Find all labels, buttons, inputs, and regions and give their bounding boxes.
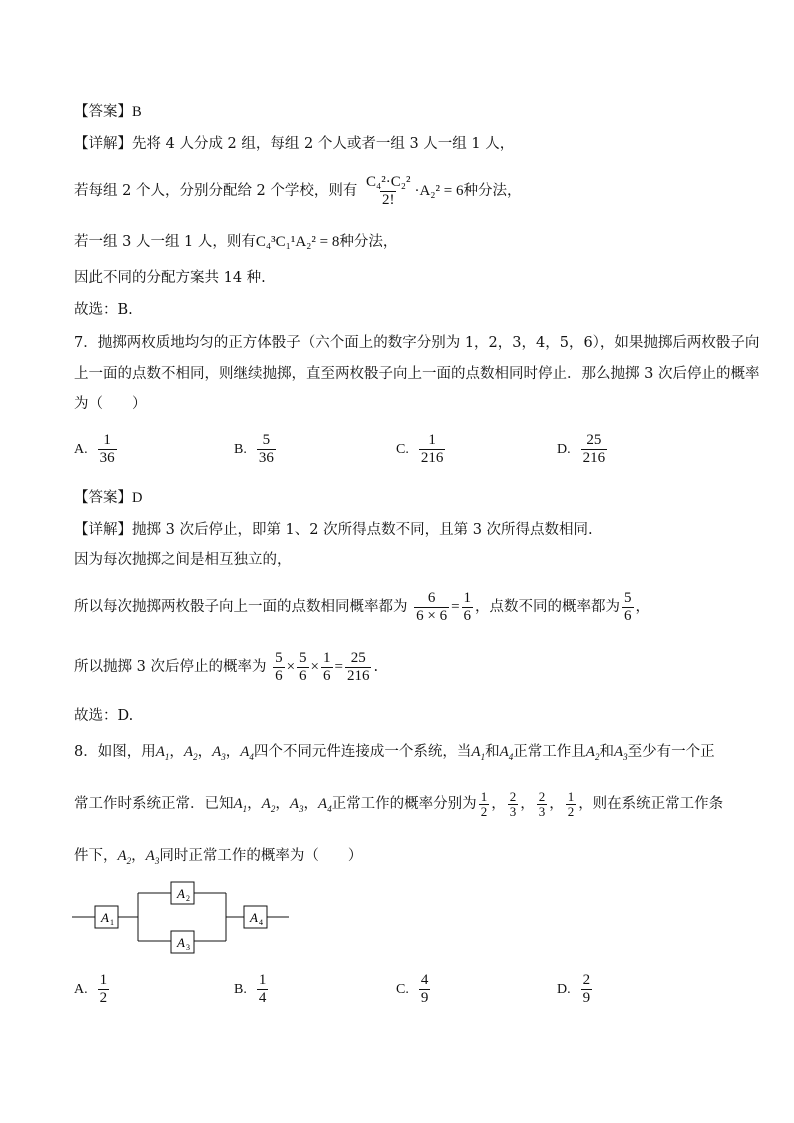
fraction-denominator: 6 (463, 607, 472, 624)
fraction-numerator: 6 (427, 589, 436, 606)
fraction-numerator: 5 (624, 589, 632, 606)
fraction-denominator: 216 (346, 667, 370, 684)
answer-label: 【答案】 (74, 490, 132, 506)
fraction-numerator: 1 (567, 788, 575, 804)
answer-label: 【答案】 (74, 104, 132, 120)
element-a2 (586, 744, 600, 760)
fraction-denominator: 6 (299, 667, 307, 684)
option-label: C. (396, 441, 409, 457)
option-label: C. (396, 981, 409, 997)
detail-text: 所以每次抛掷两枚骰子向上一面的点数相同概率都为 (74, 599, 408, 615)
element-letter: A (261, 796, 271, 812)
fraction-denominator: 216 (420, 450, 444, 466)
element-letter: A (212, 744, 222, 760)
detail-1-line-2 (74, 172, 521, 210)
comma: ， (549, 796, 564, 812)
element-a4 (318, 796, 332, 812)
question-8-line-1 (74, 742, 715, 767)
detail-text: 种分法， (463, 183, 522, 199)
fraction-denominator: 2 (567, 803, 575, 819)
option-fraction (98, 972, 110, 1007)
question-8-line-3 (74, 846, 362, 871)
element-index: 2 (193, 752, 198, 762)
element-a3 (146, 848, 160, 864)
comma: ， (225, 744, 241, 760)
comma: ， (131, 848, 146, 864)
detail-2-line-5: 故选：D. (74, 708, 134, 724)
fraction-denominator: 36 (99, 450, 115, 466)
comma: ， (303, 796, 319, 812)
fraction (414, 590, 449, 625)
fraction-numerator: 2 (582, 972, 591, 988)
element-a3 (290, 796, 304, 812)
fraction-numerator: 5 (275, 649, 283, 666)
fraction-denominator: 3 (538, 803, 546, 819)
detail-1-line-5: 故选：B. (74, 302, 133, 318)
fraction-denominator: 3 (509, 803, 517, 819)
fraction-denominator: 2 (99, 990, 108, 1006)
element-letter: A (240, 744, 250, 760)
question-text: 8．如图，用 (74, 744, 156, 760)
element-index: 1 (480, 752, 486, 762)
fraction-denominator: 4 (258, 990, 267, 1006)
fraction-numerator: C₄²·C₂² (366, 173, 411, 190)
fraction-denominator: 9 (582, 990, 591, 1006)
detail-2-line-2: 因为每次抛掷之间是相互独立的， (74, 552, 292, 568)
element-a3 (212, 744, 226, 760)
element-a1 (156, 744, 170, 760)
option-label: B. (234, 981, 247, 997)
detail-text: 若每组 2 个人，分别分配给 2 个学校，则有 (74, 183, 358, 199)
question-text: 正常工作的概率分别为 (331, 796, 477, 812)
element-letter: A (117, 848, 127, 864)
fraction-numerator: 1 (258, 972, 267, 988)
detail-text: 先将 4 人分成 2 组，每组 2 个人或者一组 3 人一组 1 人， (132, 136, 515, 152)
probability-fraction (566, 790, 577, 819)
element-index: 2 (270, 804, 276, 814)
question-7-line-3: 为（ ） (74, 396, 147, 412)
element-index: 1 (242, 804, 248, 814)
element-a2 (118, 848, 132, 864)
detail-label: 【详解】 (74, 136, 132, 152)
element-index: 2 (126, 856, 132, 866)
q7-option-a (74, 432, 119, 467)
probability-fraction (508, 790, 519, 819)
option-label: B. (234, 441, 247, 457)
element-a2 (262, 796, 276, 812)
detail-1-line-3 (74, 232, 397, 252)
detail-2-line-1 (74, 520, 593, 540)
element-letter: A (585, 744, 595, 760)
element-index: 2 (594, 752, 600, 762)
component-a4 (244, 906, 267, 928)
comma: ， (247, 796, 262, 812)
question-text: 同时正常工作的概率为（ ） (159, 848, 363, 864)
element-a4 (500, 744, 514, 760)
fraction (622, 590, 634, 625)
fraction-denominator: 6 (275, 667, 283, 684)
q8-option-d (557, 972, 594, 1007)
fraction (345, 650, 372, 685)
option-fraction (581, 432, 608, 467)
circuit-diagram (70, 876, 295, 962)
detail-label: 【详解】 (74, 522, 132, 538)
option-label: D. (557, 441, 571, 457)
detail-text: 种分法， (339, 234, 398, 250)
comma: ， (275, 796, 290, 812)
answer-line-2 (74, 488, 142, 508)
fraction-denominator: 6 (323, 667, 331, 684)
fraction-denominator: 36 (258, 450, 274, 466)
fraction-numerator: 1 (463, 589, 472, 606)
q8-option-b (234, 972, 270, 1007)
component-letter: A (250, 910, 258, 925)
math-expression: C₄³C₁¹A₂² = 8 (255, 234, 340, 250)
fraction-numerator: 2 (509, 788, 517, 804)
question-text: 和 (599, 744, 614, 760)
element-index: 3 (221, 752, 226, 762)
element-index: 4 (327, 804, 332, 814)
option-fraction (98, 432, 117, 467)
element-letter: A (155, 744, 165, 760)
fraction (297, 650, 309, 685)
times-sign: × (286, 659, 296, 675)
q7-option-c (396, 432, 447, 467)
answer-line-1 (74, 102, 142, 122)
fraction-numerator: 25 (586, 432, 602, 448)
detail-text: . (373, 659, 379, 675)
question-text: 常工作时系统正常．已知 (74, 796, 234, 812)
fraction (273, 650, 285, 685)
fraction-denominator: 216 (582, 450, 606, 466)
element-index: 3 (623, 752, 628, 762)
equals-sign: = (451, 599, 460, 615)
detail-1-line-1 (74, 134, 514, 154)
element-letter: A (183, 744, 194, 760)
option-fraction (581, 972, 593, 1007)
fraction-numerator: 5 (299, 649, 307, 666)
element-index: 4 (508, 752, 514, 762)
probability-fraction (537, 790, 548, 819)
element-a3 (614, 744, 628, 760)
element-letter: A (499, 744, 509, 760)
element-a1 (471, 744, 485, 760)
fraction-numerator: 1 (323, 649, 331, 666)
fraction-numerator: 2 (538, 788, 546, 804)
fraction-numerator: 4 (420, 972, 429, 988)
fraction-combination (364, 174, 412, 209)
element-letter: A (471, 744, 481, 760)
q7-option-b (234, 432, 278, 467)
fraction-numerator: 5 (262, 432, 271, 448)
option-fraction (419, 972, 431, 1007)
element-letter: A (318, 796, 328, 812)
question-text: 正常工作且 (513, 744, 586, 760)
option-fraction (419, 432, 446, 467)
comma: ， (491, 796, 506, 812)
component-index: 1 (110, 918, 114, 927)
math-expression: ·A₂² = 6 (414, 183, 464, 199)
element-index: 1 (164, 752, 170, 762)
element-letter: A (613, 744, 624, 760)
component-a3 (171, 931, 194, 953)
detail-text: ，点数不同的概率都为 (475, 599, 621, 615)
fraction-numerator: 1 (480, 788, 488, 804)
fraction-numerator: 1 (103, 432, 111, 448)
fraction-denominator: 2 (480, 803, 488, 819)
answer-value: D (132, 490, 143, 506)
question-8-line-2 (74, 786, 723, 827)
answer-value: B (132, 104, 142, 120)
fraction-numerator: 1 (99, 972, 108, 988)
element-a2 (184, 744, 198, 760)
fraction-denominator: 2! (381, 191, 395, 208)
comma: ， (197, 744, 213, 760)
fraction-denominator: 9 (420, 990, 429, 1006)
element-letter: A (233, 796, 243, 812)
option-fraction (257, 972, 269, 1007)
probability-fraction (479, 790, 490, 819)
question-text: 四个不同元件连接成一个系统，当 (253, 744, 472, 760)
detail-text: 所以抛掷 3 次后停止的概率为 (74, 659, 267, 675)
question-text: ，则在系统正常工作条 (578, 796, 724, 812)
element-index: 4 (249, 752, 254, 762)
element-letter: A (289, 796, 300, 812)
component-index: 4 (259, 918, 263, 927)
component-letter: A (177, 935, 185, 950)
q7-option-d (557, 432, 609, 467)
component-index: 3 (186, 943, 190, 952)
detail-text: 抛掷 3 次后停止，即第 1、2 次所得点数不同，且第 3 次所得点数相同. (132, 522, 593, 538)
component-letter: A (101, 910, 109, 925)
detail-text: 若一组 3 人一组 1 人，则有 (74, 234, 256, 250)
question-7-line-1: 7．抛掷两枚质地均匀的正方体骰子（六个面上的数字分别为 1，2，3，4，5，6），如果抛掷后两枚骰子向 (74, 335, 760, 351)
question-text: 和 (485, 744, 500, 760)
component-index: 2 (186, 894, 190, 903)
q8-option-a (74, 972, 111, 1007)
fraction-denominator: 6 (624, 607, 632, 624)
element-letter: A (145, 848, 155, 864)
fraction-denominator: 6 × 6 (416, 607, 448, 624)
fraction (321, 650, 333, 685)
fraction-numerator: 1 (428, 432, 436, 448)
question-text: 件下， (74, 848, 118, 864)
element-index: 3 (299, 804, 304, 814)
option-label: A. (74, 981, 88, 997)
detail-2-line-3 (74, 588, 650, 626)
question-7-line-2: 上一面的点数不相同，则继续抛掷，直至两枚骰子向上一面的点数相同时停止．那么抛掷 3 次后停止的概率 (74, 366, 760, 382)
component-a1 (95, 906, 118, 928)
comma: ， (520, 796, 535, 812)
equals-sign: = (334, 659, 343, 675)
option-label: D. (557, 981, 571, 997)
detail-1-line-4: 因此不同的分配方案共 14 种. (74, 270, 266, 286)
option-fraction (257, 432, 276, 467)
detail-text: ， (635, 599, 651, 615)
q8-option-c (396, 972, 432, 1007)
element-a4 (240, 744, 254, 760)
question-text: 至少有一个正 (627, 744, 715, 760)
detail-2-line-4 (74, 648, 378, 686)
element-index: 3 (154, 856, 160, 866)
fraction-numerator: 25 (350, 649, 366, 666)
component-letter: A (177, 886, 185, 901)
fraction (462, 590, 474, 625)
times-sign: × (310, 659, 319, 675)
element-a1 (234, 796, 248, 812)
comma: ， (169, 744, 184, 760)
component-a2 (171, 882, 194, 904)
option-label: A. (74, 441, 88, 457)
